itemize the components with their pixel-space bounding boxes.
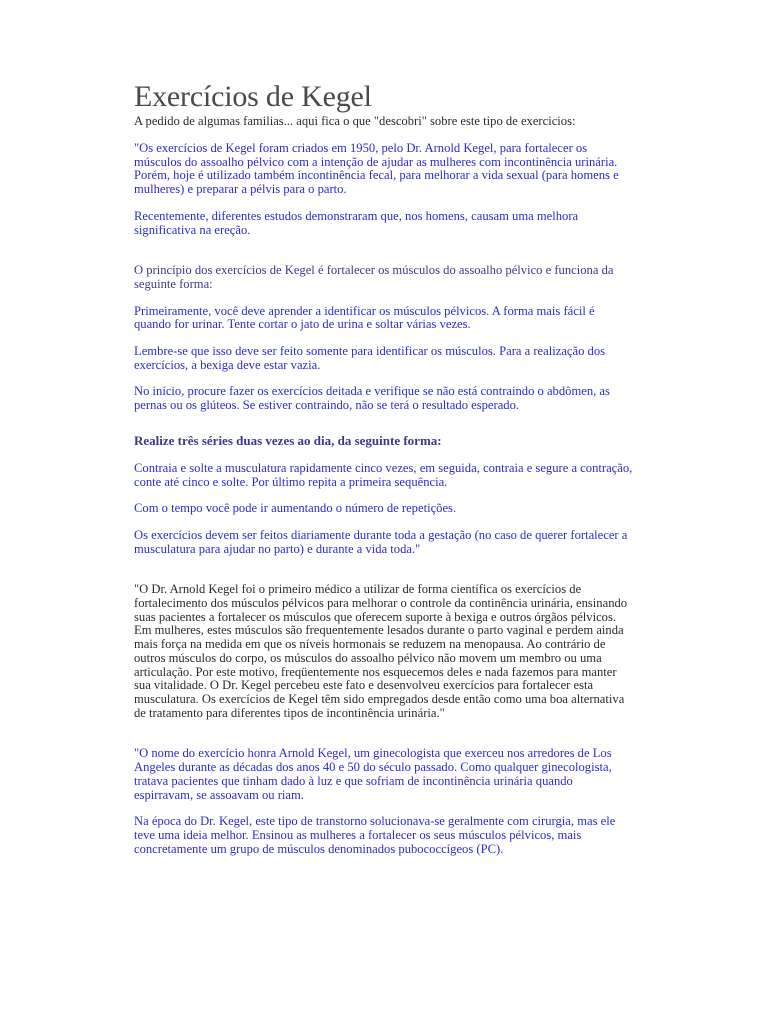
page-title: Exercícios de Kegel bbox=[134, 80, 372, 113]
paragraph-reminder: Lembre-se que isso deve ser feito somente para identificar os músculos. Para a realização dos exercícios, a bexiga deve estar vazia. bbox=[134, 344, 606, 372]
paragraph-daily: Os exercícios devem ser feitos diariamente durante toda a gestação (no caso de querer fortalecer a musculatura para ajudar no parto) e durante a vida toda." bbox=[134, 527, 628, 556]
paragraph-principle: O princípio dos exercícios de Kegel é fortalecer os músculos do assoalho pélvico e funciona da seguinte forma: bbox=[134, 263, 614, 291]
section-heading: Realize três séries duas vezes ao dia, da seguinte forma: bbox=[134, 432, 442, 448]
paragraph-identify: Primeiramente, você deve aprender a identificar os músculos pélvicos. A forma mais fácil é quando for urinar. Tente cortar o jato de urina e soltar várias vezes. bbox=[134, 303, 595, 332]
intro-text: A pedido de algumas familias... aqui fica o que "descobri" sobre este tipo de exercicios: bbox=[134, 114, 576, 128]
paragraph-start: No início, procure fazer os exercícios deitada e verifique se não está contraindo o abdômen, as pernas ou os glúteos. Se estiver contraindo, não se terá o resultado esperado. bbox=[134, 384, 610, 413]
paragraph-contract: Contraia e solte a musculatura rapidamente cinco vezes, em seguida, contraia e segure a contração, conte até cinco e solte. Por último repita a primeira sequência. bbox=[134, 460, 633, 489]
paragraph-studies: Recentemente, diferentes estudos demonstraram que, nos homens, causam uma melhora significativa na ereção. bbox=[134, 208, 579, 237]
article-body bbox=[134, 80, 634, 856]
paragraph-name: "O nome do exercício honra Arnold Kegel, um ginecologista que exerceu nos arredores de Los Angeles durante as décadas dos anos 40 e 50 do século passado. Como qualquer ginecologista, tratava pacientes que tinham dado à luz e que sofriam de incontinência urinária quando espirravam, se assoavam ou riam. bbox=[134, 746, 612, 802]
paragraph-era: Na época do Dr. Kegel, este tipo de transtorno solucionava-se geralmente com cirurgia, mas ele teve uma ideia melhor. Ensinou as mulheres a fortalecer os seus músculos pélvicos, mais concretamente um grupo de músculos denominados pubococcígeos (PC). bbox=[134, 814, 616, 856]
paragraph-repetitions: Com o tempo você pode ir aumentando o número de repetições. bbox=[134, 501, 457, 516]
paragraph-history: "O Dr. Arnold Kegel foi o primeiro médico a utilizar de forma científica os exercícios de fortalecimento dos músculos pélvicos para melhorar o controle da continência urinária, ensinando suas pacientes a fortalecer os músculos que oferecem suporte à bexiga e outros órgãos pélvicos. Em mulheres, estes músculos são frequentemente lesados durante o parto vaginal e perdem ainda mais força na medida em que os níveis hormonais se reduzem na menopausa. Ao contrário de outros músculos do corpo, os músculos do assoalho pélvico não movem um membro ou uma articulação. Por este motivo, freqüentemente nos esquecemos deles e nada fazemos para manter sua vitalidade. O Dr. Kegel percebeu este fato e desenvolveu exercícios para fortalecer esta musculatura. Os exercícios de Kegel têm sido empregados desde então como uma boa alternativa de tratamento para diferentes tipos de incontinência urinária." bbox=[134, 582, 628, 720]
paragraph-origin: "Os exercícios de Kegel foram criados em 1950, pelo Dr. Arnold Kegel, para fortalecer os músculos do assoalho pélvico com a intenção de ajudar as mulheres com incontinência urinária. Porém, hoje é utilizado também incontinência fecal, para melhorar a vida sexual (para homens e mulheres) e preparar a pélvis para o parto. bbox=[134, 141, 619, 197]
